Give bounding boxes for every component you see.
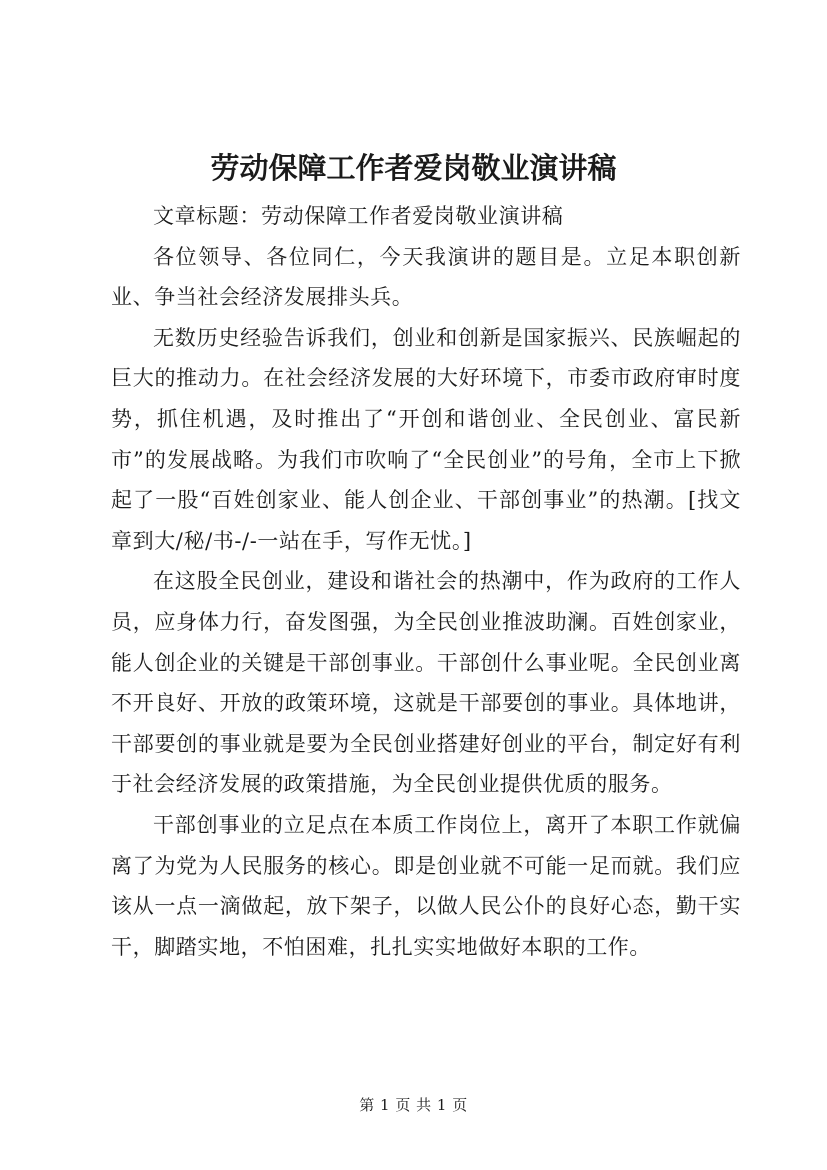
paragraph-history: 无数历史经验告诉我们，创业和创新是国家振兴、民族崛起的巨大的推动力。在社会经济发展的大好环境下，市委市政府审时度势，抓住机遇，及时推出了“开创和谐创业、全民创业、富民新市”的发展战略。为我们市吹响了“全民创业”的号角，全市上下掀起了一股“百姓创家业、能人创企业、干部创事业”的热潮。[找文章到大/秘/书-/-一站在手，写作无忧。]	[111, 325, 741, 553]
document-body	[111, 196, 741, 967]
paragraph-greeting: 各位领导、各位同仁，今天我演讲的题目是。立足本职创新业、争当社会经济发展排头兵。	[111, 244, 741, 310]
document-title: 劳动保障工作者爱岗敬业演讲稿	[210, 151, 617, 185]
paragraph-article-title: 文章标题：劳动保障工作者爱岗敬业演讲稿	[153, 204, 564, 228]
page-number-footer: 第 1 页 共 1 页	[359, 1096, 468, 1114]
paragraph-foothold: 干部创事业的立足点在本质工作岗位上，离开了本职工作就偏离了为党为人民服务的核心。即是创业就不可能一足而就。我们应该从一点一滴做起，放下架子，以做人民公仆的良好心态，勤干实干，脚踏实地，不怕困难，扎扎实实地做好本职的工作。	[111, 812, 741, 959]
paragraph-cadre-role: 在这股全民创业，建设和谐社会的热潮中，作为政府的工作人员，应身体力行，奋发图强，为全民创业推波助澜。百姓创家业，能人创企业的关键是干部创事业。干部创什么事业呢。全民创业离不开良好、开放的政策环境，这就是干部要创的事业。具体地讲，干部要创的事业就是要为全民创业搭建好创业的平台，制定好有利于社会经济发展的政策措施，为全民创业提供优质的服务。	[111, 569, 741, 797]
